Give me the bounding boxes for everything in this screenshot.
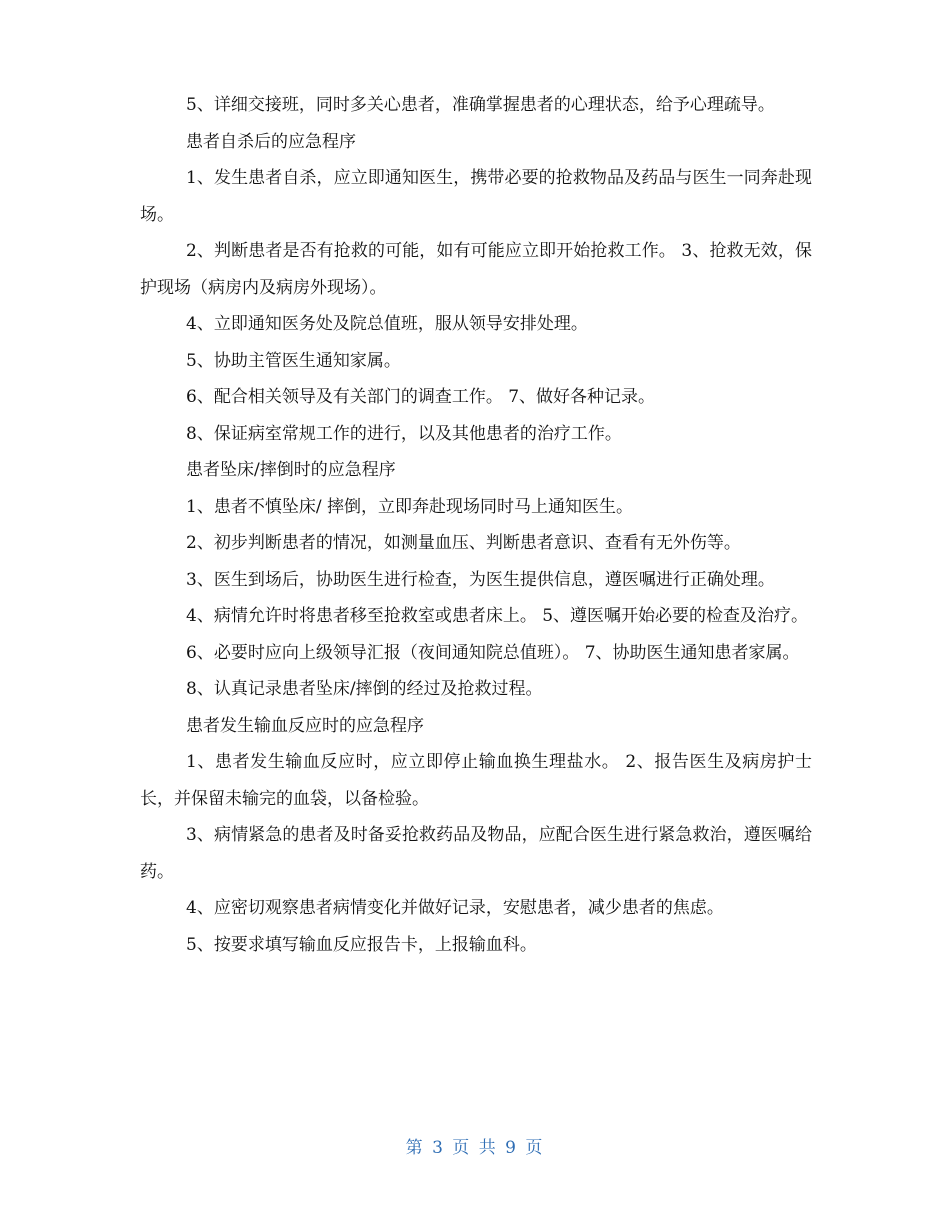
- paragraph-suicide-step-2-3: 2、判断患者是否有抢救的可能，如有可能应立即开始抢救工作。 3、抢救无效，保护现场（病房内及病房外现场）。: [140, 241, 812, 298]
- heading-transfusion-procedure: 患者发生输血反应时的应急程序: [186, 715, 424, 736]
- paragraph-transfusion-step-3: 3、病情紧急的患者及时备妥抢救药品及物品，应配合医生进行紧急救治，遵医嘱给药。: [140, 825, 812, 882]
- paragraph-fall-step-6-7: 6、必要时应向上级领导汇报（夜间通知院总值班）。 7、协助医生通知患者家属。: [186, 642, 800, 663]
- paragraph-suicide-step-5: 5、协助主管医生通知家属。: [186, 350, 401, 371]
- paragraph-suicide-step-6-7: 6、配合相关领导及有关部门的调查工作。 7、做好各种记录。: [186, 387, 656, 407]
- paragraph-fall-step-4-5: 4、病情允许时将患者移至抢救室或患者床上。 5、遵医嘱开始必要的检查及治疗。: [186, 606, 809, 626]
- paragraph-transfusion-step-1-2: 1、患者发生输血反应时，应立即停止输血换生理盐水。 2、报告医生及病房护士长，并保留未输完的血袋，以备检验。: [140, 752, 812, 809]
- paragraph-transfusion-step-4: 4、应密切观察患者病情变化并做好记录，安慰患者，减少患者的焦虑。: [186, 898, 724, 918]
- paragraph-shift-handover: 5、详细交接班，同时多关心患者，准确掌握患者的心理状态，给予心理疏导。: [186, 95, 775, 115]
- heading-suicide-procedure: 患者自杀后的应急程序: [186, 131, 356, 152]
- heading-fall-procedure: 患者坠床/摔倒时的应急程序: [186, 460, 396, 480]
- document-body: [140, 87, 812, 963]
- paragraph-fall-step-2: 2、初步判断患者的情况，如测量血压、判断患者意识、查看有无外伤等。: [186, 533, 741, 553]
- paragraph-fall-step-8: 8、认真记录患者坠床/摔倒的经过及抢救过程。: [186, 679, 543, 699]
- paragraph-fall-step-3: 3、医生到场后，协助医生进行检查，为医生提供信息，遵医嘱进行正确处理。: [186, 569, 775, 590]
- paragraph-suicide-step-1: 1、发生患者自杀，应立即通知医生，携带必要的抢救物品及药品与医生一同奔赴现场。: [140, 168, 812, 225]
- paragraph-suicide-step-4: 4、立即通知医务处及院总值班，服从领导安排处理。: [186, 314, 588, 334]
- paragraph-transfusion-step-5: 5、按要求填写输血反应报告卡，上报输血科。: [186, 934, 537, 955]
- paragraph-suicide-step-8: 8、保证病室常规工作的进行，以及其他患者的治疗工作。: [186, 423, 622, 444]
- page-number-footer: 第 3 页 共 9 页: [405, 1138, 545, 1158]
- paragraph-fall-step-1: 1、患者不慎坠床/ 摔倒，立即奔赴现场同时马上通知医生。: [186, 496, 633, 517]
